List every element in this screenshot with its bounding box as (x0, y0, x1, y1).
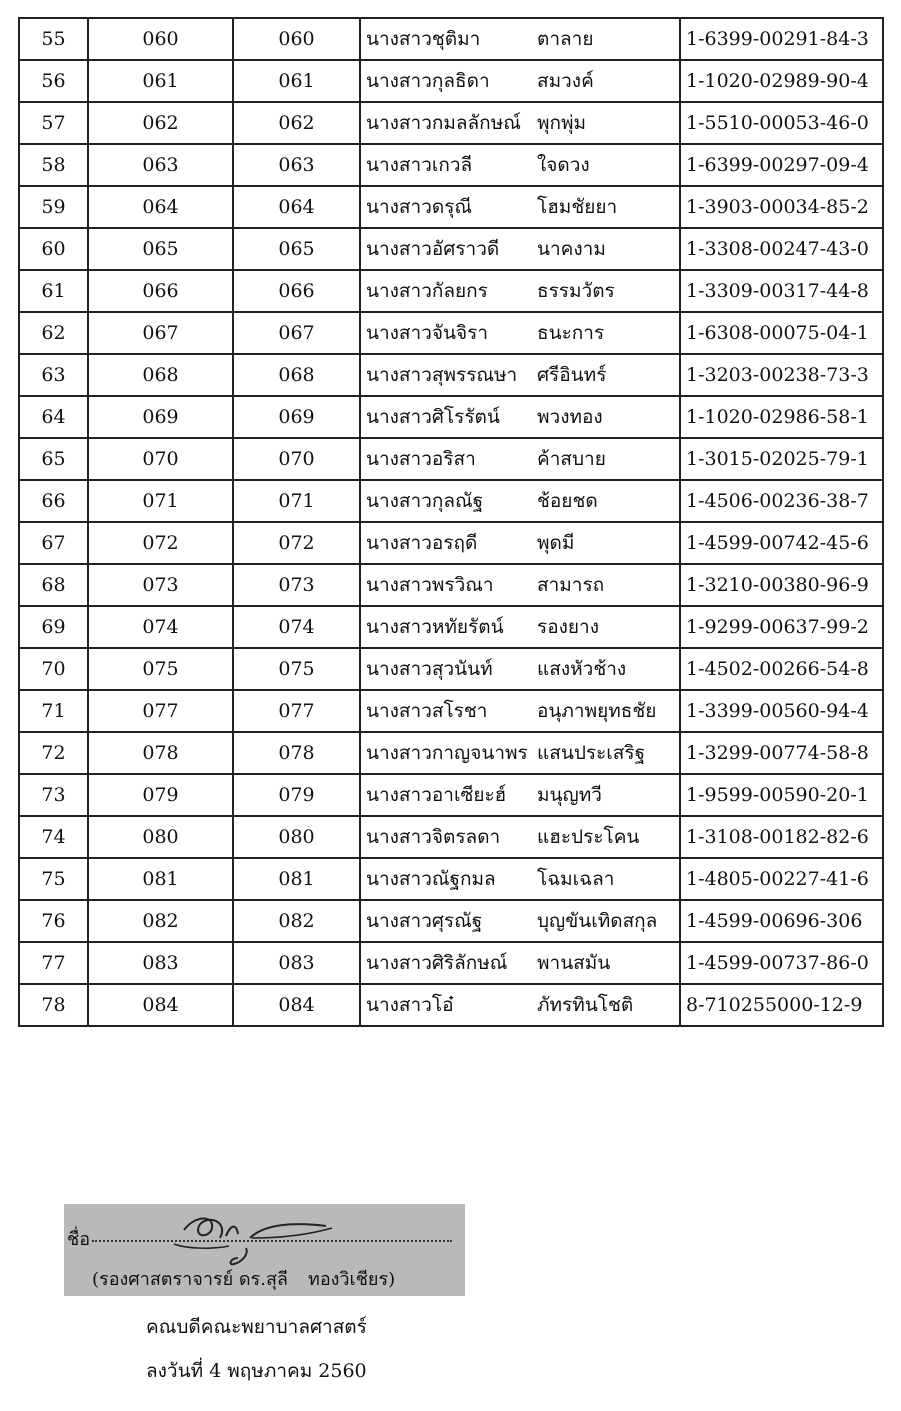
signatory-surname: ทองวิเชียร) (307, 1269, 396, 1290)
seat-number-cell: 063 (88, 144, 233, 186)
seat-number-cell: 068 (88, 354, 233, 396)
seat-number-cell: 071 (88, 480, 233, 522)
full-name-cell (360, 774, 680, 816)
seat-number-cell: 079 (88, 774, 233, 816)
id-number-cell: 1-4599-00737-86-0 (680, 942, 883, 984)
table-row (19, 438, 883, 480)
last-name: ธนะการ (537, 322, 605, 344)
id-number-cell: 1-3903-00034-85-2 (680, 186, 883, 228)
first-name: นางสาวกุลณัฐ (366, 490, 484, 512)
first-name: นางสาวดรุณี (366, 196, 473, 218)
table-row (19, 60, 883, 102)
row-number-cell: 60 (19, 228, 88, 270)
full-name-cell (360, 18, 680, 60)
id-number-cell: 1-4502-00266-54-8 (680, 648, 883, 690)
first-name: นางสาวศุรณัฐ (366, 910, 483, 932)
student-list-table (18, 17, 884, 1027)
first-name: นางสาวหทัยรัตน์ (366, 616, 504, 638)
id-number-cell: 1-4506-00236-38-7 (680, 480, 883, 522)
id-number-cell: 1-4599-00742-45-6 (680, 522, 883, 564)
table-row (19, 102, 883, 144)
id-number-cell: 1-5510-00053-46-0 (680, 102, 883, 144)
student-code-cell: 073 (233, 564, 360, 606)
student-code-cell: 071 (233, 480, 360, 522)
first-name: นางสาวกาญจนาพร (366, 742, 528, 764)
first-name: นางสาวพรวิณา (366, 574, 494, 596)
full-name-cell (360, 102, 680, 144)
row-number-cell: 75 (19, 858, 88, 900)
table-row (19, 816, 883, 858)
row-number-cell: 69 (19, 606, 88, 648)
first-name: นางสาวเกวลี (366, 154, 473, 176)
row-number-cell: 61 (19, 270, 88, 312)
seat-number-cell: 064 (88, 186, 233, 228)
student-code-cell: 060 (233, 18, 360, 60)
student-code-cell: 083 (233, 942, 360, 984)
seat-number-cell: 078 (88, 732, 233, 774)
table-row (19, 312, 883, 354)
last-name: โฉมเฉลา (537, 868, 615, 890)
row-number-cell: 56 (19, 60, 88, 102)
id-number-cell: 1-6399-00291-84-3 (680, 18, 883, 60)
seat-number-cell: 073 (88, 564, 233, 606)
student-code-cell: 067 (233, 312, 360, 354)
id-number-cell: 1-3308-00247-43-0 (680, 228, 883, 270)
student-code-cell: 066 (233, 270, 360, 312)
full-name-cell (360, 732, 680, 774)
student-code-cell: 065 (233, 228, 360, 270)
signature-label: ชื่อ (67, 1229, 91, 1250)
id-number-cell: 8-710255000-12-9 (680, 984, 883, 1026)
seat-number-cell: 070 (88, 438, 233, 480)
student-code-cell: 072 (233, 522, 360, 564)
id-number-cell: 1-3108-00182-82-6 (680, 816, 883, 858)
id-number-cell: 1-3309-00317-44-8 (680, 270, 883, 312)
student-code-cell: 062 (233, 102, 360, 144)
student-code-cell: 061 (233, 60, 360, 102)
id-number-cell: 1-3210-00380-96-9 (680, 564, 883, 606)
row-number-cell: 66 (19, 480, 88, 522)
last-name: ภัทรทินโชติ (537, 994, 634, 1016)
table-row (19, 900, 883, 942)
seat-number-cell: 083 (88, 942, 233, 984)
table-row (19, 186, 883, 228)
full-name-cell (360, 690, 680, 732)
full-name-cell (360, 186, 680, 228)
seat-number-cell: 077 (88, 690, 233, 732)
table-row (19, 984, 883, 1026)
row-number-cell: 62 (19, 312, 88, 354)
first-name: นางสาวศิโรรัตน์ (366, 406, 500, 428)
id-number-cell: 1-9599-00590-20-1 (680, 774, 883, 816)
last-name: แฮะประโคน (537, 826, 640, 848)
signature-box (64, 1204, 465, 1296)
student-code-cell: 078 (233, 732, 360, 774)
row-number-cell: 72 (19, 732, 88, 774)
student-code-cell: 068 (233, 354, 360, 396)
seat-number-cell: 062 (88, 102, 233, 144)
first-name: นางสาวณัฐกมล (366, 868, 496, 890)
last-name: มนุญทวี (537, 784, 602, 806)
student-code-cell: 074 (233, 606, 360, 648)
table-row (19, 690, 883, 732)
first-name: นางสาวกมลลักษณ์ (366, 112, 521, 134)
id-number-cell: 1-6399-00297-09-4 (680, 144, 883, 186)
student-code-cell: 063 (233, 144, 360, 186)
student-code-cell: 069 (233, 396, 360, 438)
seat-number-cell: 061 (88, 60, 233, 102)
full-name-cell (360, 564, 680, 606)
table-row (19, 564, 883, 606)
table-row (19, 522, 883, 564)
seat-number-cell: 074 (88, 606, 233, 648)
last-name: โฮมชัยยา (537, 196, 618, 218)
table-row (19, 648, 883, 690)
row-number-cell: 70 (19, 648, 88, 690)
signatory-title-name: (รองศาสตราจารย์ ดร.สุลี (92, 1269, 288, 1290)
id-number-cell: 1-3015-02025-79-1 (680, 438, 883, 480)
full-name-cell (360, 900, 680, 942)
seat-number-cell: 072 (88, 522, 233, 564)
id-number-cell: 1-6308-00075-04-1 (680, 312, 883, 354)
full-name-cell (360, 396, 680, 438)
seat-number-cell: 067 (88, 312, 233, 354)
student-code-cell: 080 (233, 816, 360, 858)
last-name: บุญขันเทิดสกุล (537, 910, 658, 932)
row-number-cell: 64 (19, 396, 88, 438)
row-number-cell: 55 (19, 18, 88, 60)
last-name: พานสมัน (537, 952, 611, 974)
full-name-cell (360, 312, 680, 354)
table-row (19, 480, 883, 522)
student-code-cell: 077 (233, 690, 360, 732)
full-name-cell (360, 270, 680, 312)
table-row (19, 732, 883, 774)
row-number-cell: 59 (19, 186, 88, 228)
seat-number-cell: 060 (88, 18, 233, 60)
first-name: นางสาวอัศราวดี (366, 238, 500, 260)
table-row (19, 774, 883, 816)
student-code-cell: 084 (233, 984, 360, 1026)
handwritten-signature (154, 1208, 374, 1268)
full-name-cell (360, 816, 680, 858)
full-name-cell (360, 606, 680, 648)
date-line: ลงวันที่ 4 พฤษภาคม 2560 (146, 1360, 367, 1382)
full-name-cell (360, 942, 680, 984)
table-row (19, 396, 883, 438)
seat-number-cell: 075 (88, 648, 233, 690)
last-name: รองยาง (537, 616, 599, 638)
last-name: ใจดวง (537, 154, 590, 176)
full-name-cell (360, 144, 680, 186)
row-number-cell: 77 (19, 942, 88, 984)
id-number-cell: 1-3203-00238-73-3 (680, 354, 883, 396)
signatory-name (92, 1264, 395, 1293)
last-name: พุดมี (537, 532, 575, 554)
table-row (19, 144, 883, 186)
id-number-cell: 1-3299-00774-58-8 (680, 732, 883, 774)
full-name-cell (360, 648, 680, 690)
id-number-cell: 1-4599-00696-306 (680, 900, 883, 942)
first-name: นางสาวสโรชา (366, 700, 488, 722)
full-name-cell (360, 480, 680, 522)
last-name: ศรีอินทร์ (537, 364, 607, 386)
student-code-cell: 081 (233, 858, 360, 900)
full-name-cell (360, 354, 680, 396)
student-code-cell: 079 (233, 774, 360, 816)
first-name: นางสาวอาเซียะฮ์ (366, 784, 507, 806)
table-row (19, 228, 883, 270)
seat-number-cell: 069 (88, 396, 233, 438)
id-number-cell: 1-1020-02986-58-1 (680, 396, 883, 438)
full-name-cell (360, 984, 680, 1026)
last-name: พวงทอง (537, 406, 603, 428)
row-number-cell: 76 (19, 900, 88, 942)
first-name: นางสาวอริสา (366, 448, 476, 470)
last-name: แสงหัวช้าง (537, 658, 627, 680)
seat-number-cell: 081 (88, 858, 233, 900)
seat-number-cell: 066 (88, 270, 233, 312)
last-name: สมวงค์ (537, 70, 594, 92)
row-number-cell: 68 (19, 564, 88, 606)
first-name: นางสาวสุพรรณษา (366, 364, 518, 386)
seat-number-cell: 084 (88, 984, 233, 1026)
row-number-cell: 63 (19, 354, 88, 396)
row-number-cell: 73 (19, 774, 88, 816)
full-name-cell (360, 858, 680, 900)
table-row (19, 270, 883, 312)
table-body (19, 18, 883, 1026)
seat-number-cell: 080 (88, 816, 233, 858)
student-code-cell: 064 (233, 186, 360, 228)
last-name: ตาลาย (537, 28, 594, 50)
row-number-cell: 58 (19, 144, 88, 186)
id-number-cell: 1-1020-02989-90-4 (680, 60, 883, 102)
full-name-cell (360, 228, 680, 270)
signatory-position: คณบดีคณะพยาบาลศาสตร์ (146, 1316, 367, 1338)
first-name: นางสาวสุวนันท์ (366, 658, 493, 680)
row-number-cell: 65 (19, 438, 88, 480)
first-name: นางสาวอรฤดี (366, 532, 478, 554)
row-number-cell: 74 (19, 816, 88, 858)
seat-number-cell: 065 (88, 228, 233, 270)
id-number-cell: 1-9299-00637-99-2 (680, 606, 883, 648)
student-code-cell: 082 (233, 900, 360, 942)
row-number-cell: 57 (19, 102, 88, 144)
full-name-cell (360, 438, 680, 480)
id-number-cell: 1-4805-00227-41-6 (680, 858, 883, 900)
student-code-cell: 075 (233, 648, 360, 690)
full-name-cell (360, 522, 680, 564)
table-row (19, 858, 883, 900)
row-number-cell: 67 (19, 522, 88, 564)
id-number-cell: 1-3399-00560-94-4 (680, 690, 883, 732)
first-name: นางสาวศิริลักษณ์ (366, 952, 508, 974)
first-name: นางสาวจันจิรา (366, 322, 488, 344)
first-name: นางสาวจิตรลดา (366, 826, 501, 848)
full-name-cell (360, 60, 680, 102)
last-name: สามารถ (537, 574, 605, 596)
seat-number-cell: 082 (88, 900, 233, 942)
row-number-cell: 71 (19, 690, 88, 732)
last-name: ช้อยชด (537, 490, 598, 512)
table-row (19, 606, 883, 648)
first-name: นางสาวกุลธิดา (366, 70, 490, 92)
table-row (19, 354, 883, 396)
last-name: นาคงาม (537, 238, 606, 260)
first-name: นางสาวโอ๋ (366, 994, 454, 1016)
last-name: ค้าสบาย (537, 448, 606, 470)
last-name: แสนประเสริฐ (537, 742, 646, 764)
row-number-cell: 78 (19, 984, 88, 1026)
last-name: พุกพุ่ม (537, 112, 587, 134)
last-name: ธรรมวัตร (537, 280, 615, 302)
first-name: นางสาวชุติมา (366, 28, 481, 50)
last-name: อนุภาพยุทธชัย (537, 700, 657, 722)
table-row (19, 942, 883, 984)
table-row (19, 18, 883, 60)
first-name: นางสาวกัลยกร (366, 280, 488, 302)
student-code-cell: 070 (233, 438, 360, 480)
